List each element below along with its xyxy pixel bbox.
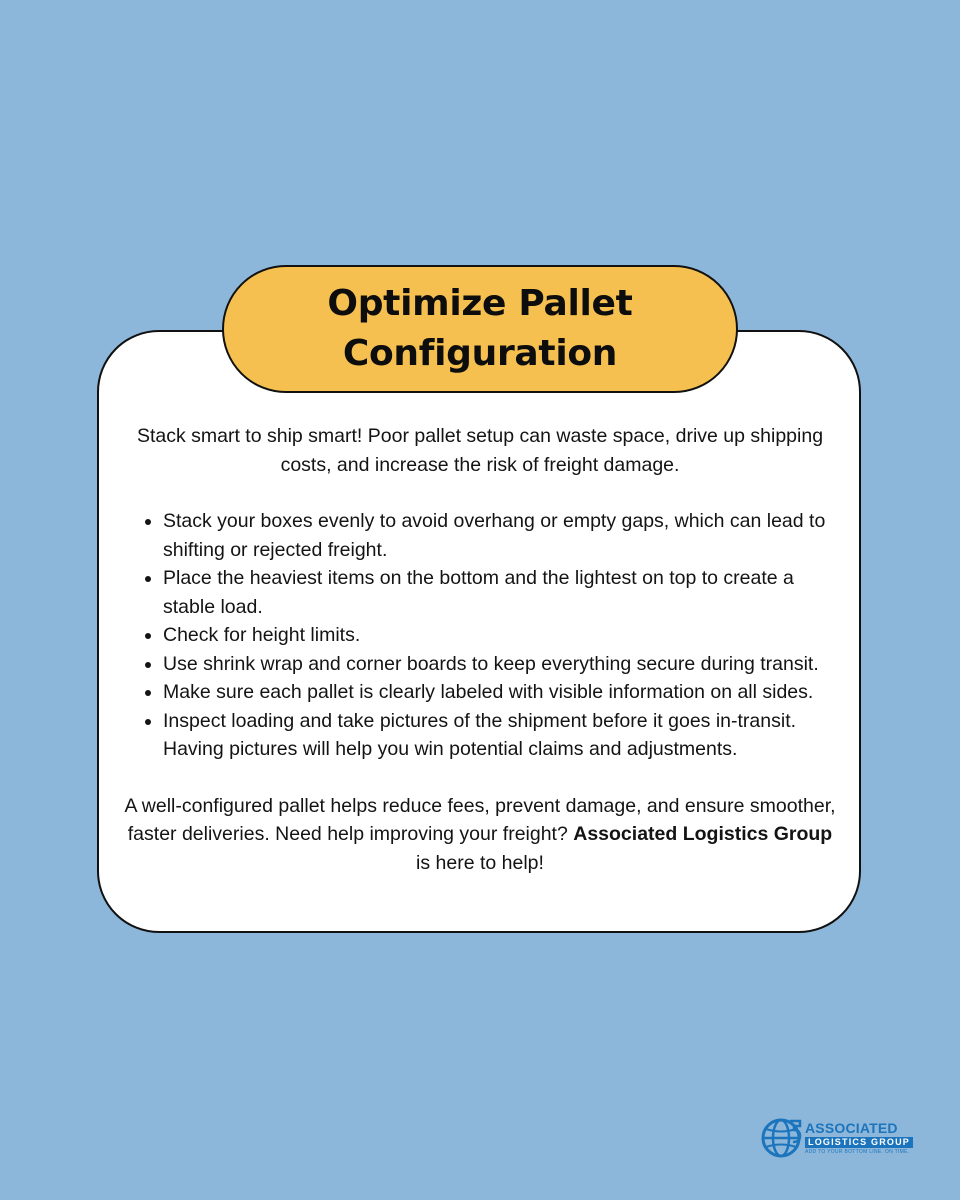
- card-content: [120, 422, 840, 877]
- list-item: • Make sure each pallet is clearly labeled with visible information on all sides.: [163, 678, 840, 707]
- closing-paragraph: [120, 792, 840, 878]
- intro-paragraph: Stack smart to ship smart! Poor pallet setup can waste space, drive up shipping costs, and increase the risk of freight damage.: [136, 425, 824, 476]
- list-item: • Use shrink wrap and corner boards to keep everything secure during transit.: [163, 650, 840, 679]
- closing-text: A well-configured pallet helps reduce fees, prevent damage, and ensure smoother, faster deliveries. Need help improving your freight?: [124, 794, 836, 845]
- logo-wordmark: [805, 1121, 913, 1155]
- list-item: • Check for height limits.: [163, 621, 840, 650]
- tips-list: [120, 507, 840, 764]
- page-title-line-1: Optimize Pallet: [327, 283, 633, 324]
- list-item: • Place the heaviest items on the bottom and the lightest on top to create a stable load.: [163, 564, 840, 621]
- list-item: • Inspect loading and take pictures of the shipment before it goes in-transit. Having pictures will help you win potential claims and adjustments.: [163, 707, 840, 764]
- logo-subtitle: LOGISTICS GROUP: [805, 1137, 913, 1148]
- title-banner: [222, 265, 738, 393]
- globe-icon: [760, 1117, 802, 1159]
- list-item: • Stack your boxes evenly to avoid overhang or empty gaps, which can lead to shifting or rejected freight.: [163, 507, 840, 564]
- page-title-line-2: Configuration: [342, 333, 618, 374]
- brand-name-bold: Associated Logistics Group: [573, 823, 833, 845]
- company-logo: [760, 1116, 920, 1160]
- logo-name: ASSOCIATED: [805, 1120, 898, 1136]
- closing-text-end: is here to help!: [416, 851, 544, 874]
- logo-tagline: ADD TO YOUR BOTTOM LINE. ON TIME.: [805, 1149, 910, 1155]
